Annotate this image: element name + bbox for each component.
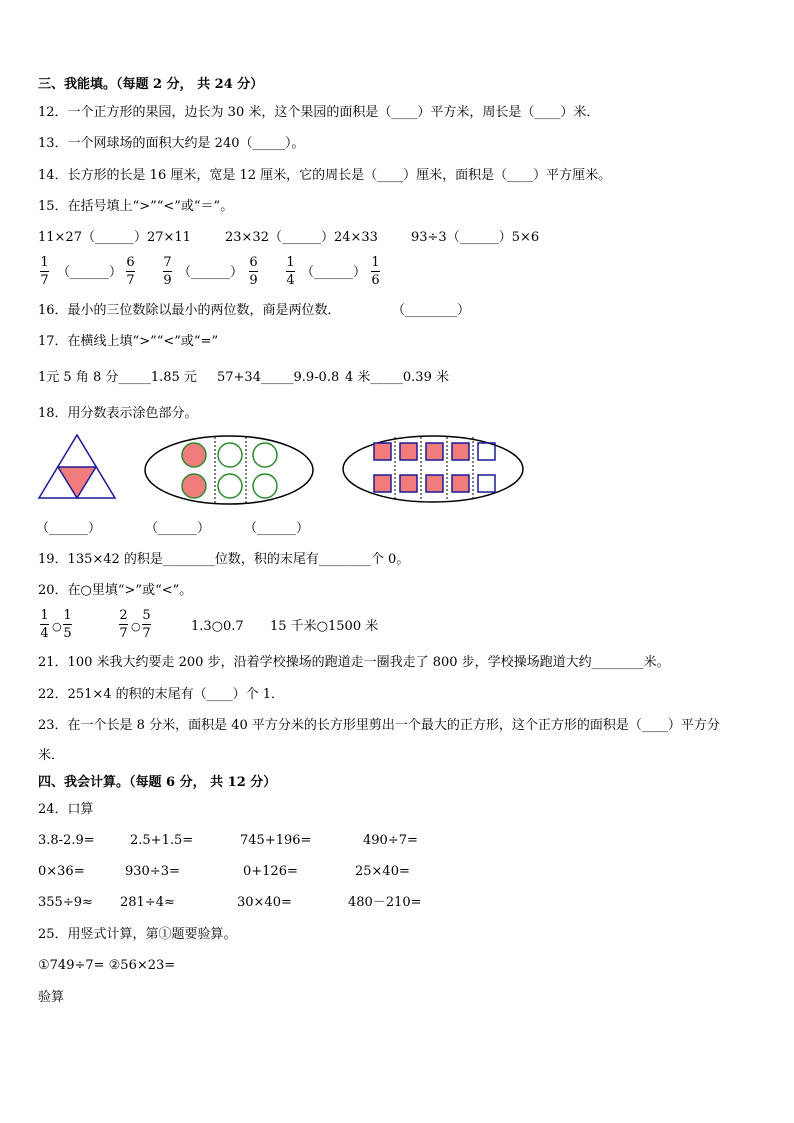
q18-blank-2: （______） <box>145 521 211 536</box>
q15-compare-1: 11×27（______）27×11 <box>38 230 191 245</box>
q20-fraction-c: 2 7 <box>119 608 128 641</box>
ellipse-circles-figure <box>142 432 316 508</box>
question-23-line2: 米． <box>38 748 65 763</box>
calc-item: 2.5+1.5= <box>130 833 194 848</box>
q15-blank-1: （______） <box>57 265 123 280</box>
question-15-prompt: 15．在括号填上“>”“<”或“＝”。 <box>38 199 234 214</box>
q20-item-2: 15 千米○1500 米 <box>270 619 379 634</box>
q15-fraction-f: 1 6 <box>371 255 380 288</box>
question-22: 22．251×4 的积的末尾有（____）个 1． <box>38 687 285 702</box>
calc-item: 0×36= <box>38 864 85 879</box>
section-4-title: 四、我会计算。（每题 6 分， 共 12 分） <box>38 775 277 790</box>
question-25-prompt: 25．用竖式计算，第①题要验算。 <box>38 927 237 942</box>
q17-item-3: 4 米_____0.39 米 <box>345 370 449 385</box>
question-12: 12．一个正方形的果园，边长为 30 米，这个果园的面积是（____）平方米，周长是（____）米． <box>38 105 600 120</box>
calc-item: 480－210= <box>348 895 422 910</box>
q17-item-1: 1元 5 角 8 分_____1.85 元 <box>38 370 197 385</box>
shaded-triangle-figure <box>36 432 118 502</box>
q15-compare-3: 93÷3（______）5×6 <box>411 230 540 245</box>
q20-circle-1: ○ <box>52 620 62 633</box>
section-3-title: 三、我能填。（每题 2 分， 共 24 分） <box>38 77 264 92</box>
q20-item-1: 1.3○0.7 <box>191 619 244 634</box>
q20-circle-2: ○ <box>131 620 141 633</box>
q15-fraction-b: 6 7 <box>126 255 135 288</box>
q15-blank-3: （______） <box>301 265 367 280</box>
question-18-prompt: 18．用分数表示涂色部分。 <box>38 406 198 421</box>
q15-fraction-a: 1 7 <box>40 255 49 288</box>
calc-item: 3.8-2.9= <box>38 833 95 848</box>
calc-item: 25×40= <box>355 864 410 879</box>
q17-item-2: 57+34_____9.9-0.8 <box>217 370 340 385</box>
question-24-prompt: 24．口算 <box>38 802 94 817</box>
calc-item: 930÷3= <box>125 864 180 879</box>
q15-blank-2: （______） <box>178 265 244 280</box>
check-label: 验算 <box>38 990 65 1005</box>
question-14: 14．长方形的长是 16 厘米，宽是 12 厘米，它的周长是（____）厘米，面积是（____）平方厘米。 <box>38 168 612 183</box>
q20-fraction-d: 5 7 <box>142 608 151 641</box>
calc-item: 281÷4≈ <box>120 895 175 910</box>
calc-item: 0+126= <box>243 864 298 879</box>
calc-item: 745+196= <box>240 833 312 848</box>
question-20-prompt: 20．在○里填“>”或“<”。 <box>38 583 193 598</box>
calc-item: 30×40= <box>237 895 292 910</box>
question-21: 21．100 米我大约要走 200 步，沿着学校操场的跑道走一圈我走了 800 步，学校操场跑道大约________米。 <box>38 655 670 670</box>
q18-blank-3: （______） <box>244 521 310 536</box>
question-16: 16．最小的三位数除以最小的两位数，商是两位数． <box>38 303 341 318</box>
question-17-prompt: 17．在横线上填“>”“<”或“=” <box>38 334 219 349</box>
ellipse-squares-figure <box>340 432 526 506</box>
question-25-items: ①749÷7= ②56×23= <box>38 958 176 973</box>
q15-fraction-c: 7 9 <box>163 255 172 288</box>
q20-fraction-b: 1 5 <box>63 608 72 641</box>
q15-fraction-e: 1 4 <box>286 255 295 288</box>
question-13: 13．一个网球场的面积大约是 240（_____）。 <box>38 136 305 151</box>
calc-item: 355÷9≈ <box>38 895 93 910</box>
q15-fraction-d: 6 9 <box>249 255 258 288</box>
question-19: 19．135×42 的积是________位数，积的末尾有________个 0。 <box>38 552 410 567</box>
question-23-line1: 23．在一个长是 8 分米，面积是 40 平方分米的长方形里剪出一个最大的正方形，这个正方形的面积是（____）平方分 <box>38 718 720 733</box>
calc-item: 490÷7= <box>363 833 418 848</box>
q15-compare-2: 23×32（______）24×33 <box>225 230 378 245</box>
q18-blank-1: （______） <box>36 521 102 536</box>
q20-fraction-a: 1 4 <box>40 608 49 641</box>
q16-blank: （________） <box>392 303 471 318</box>
